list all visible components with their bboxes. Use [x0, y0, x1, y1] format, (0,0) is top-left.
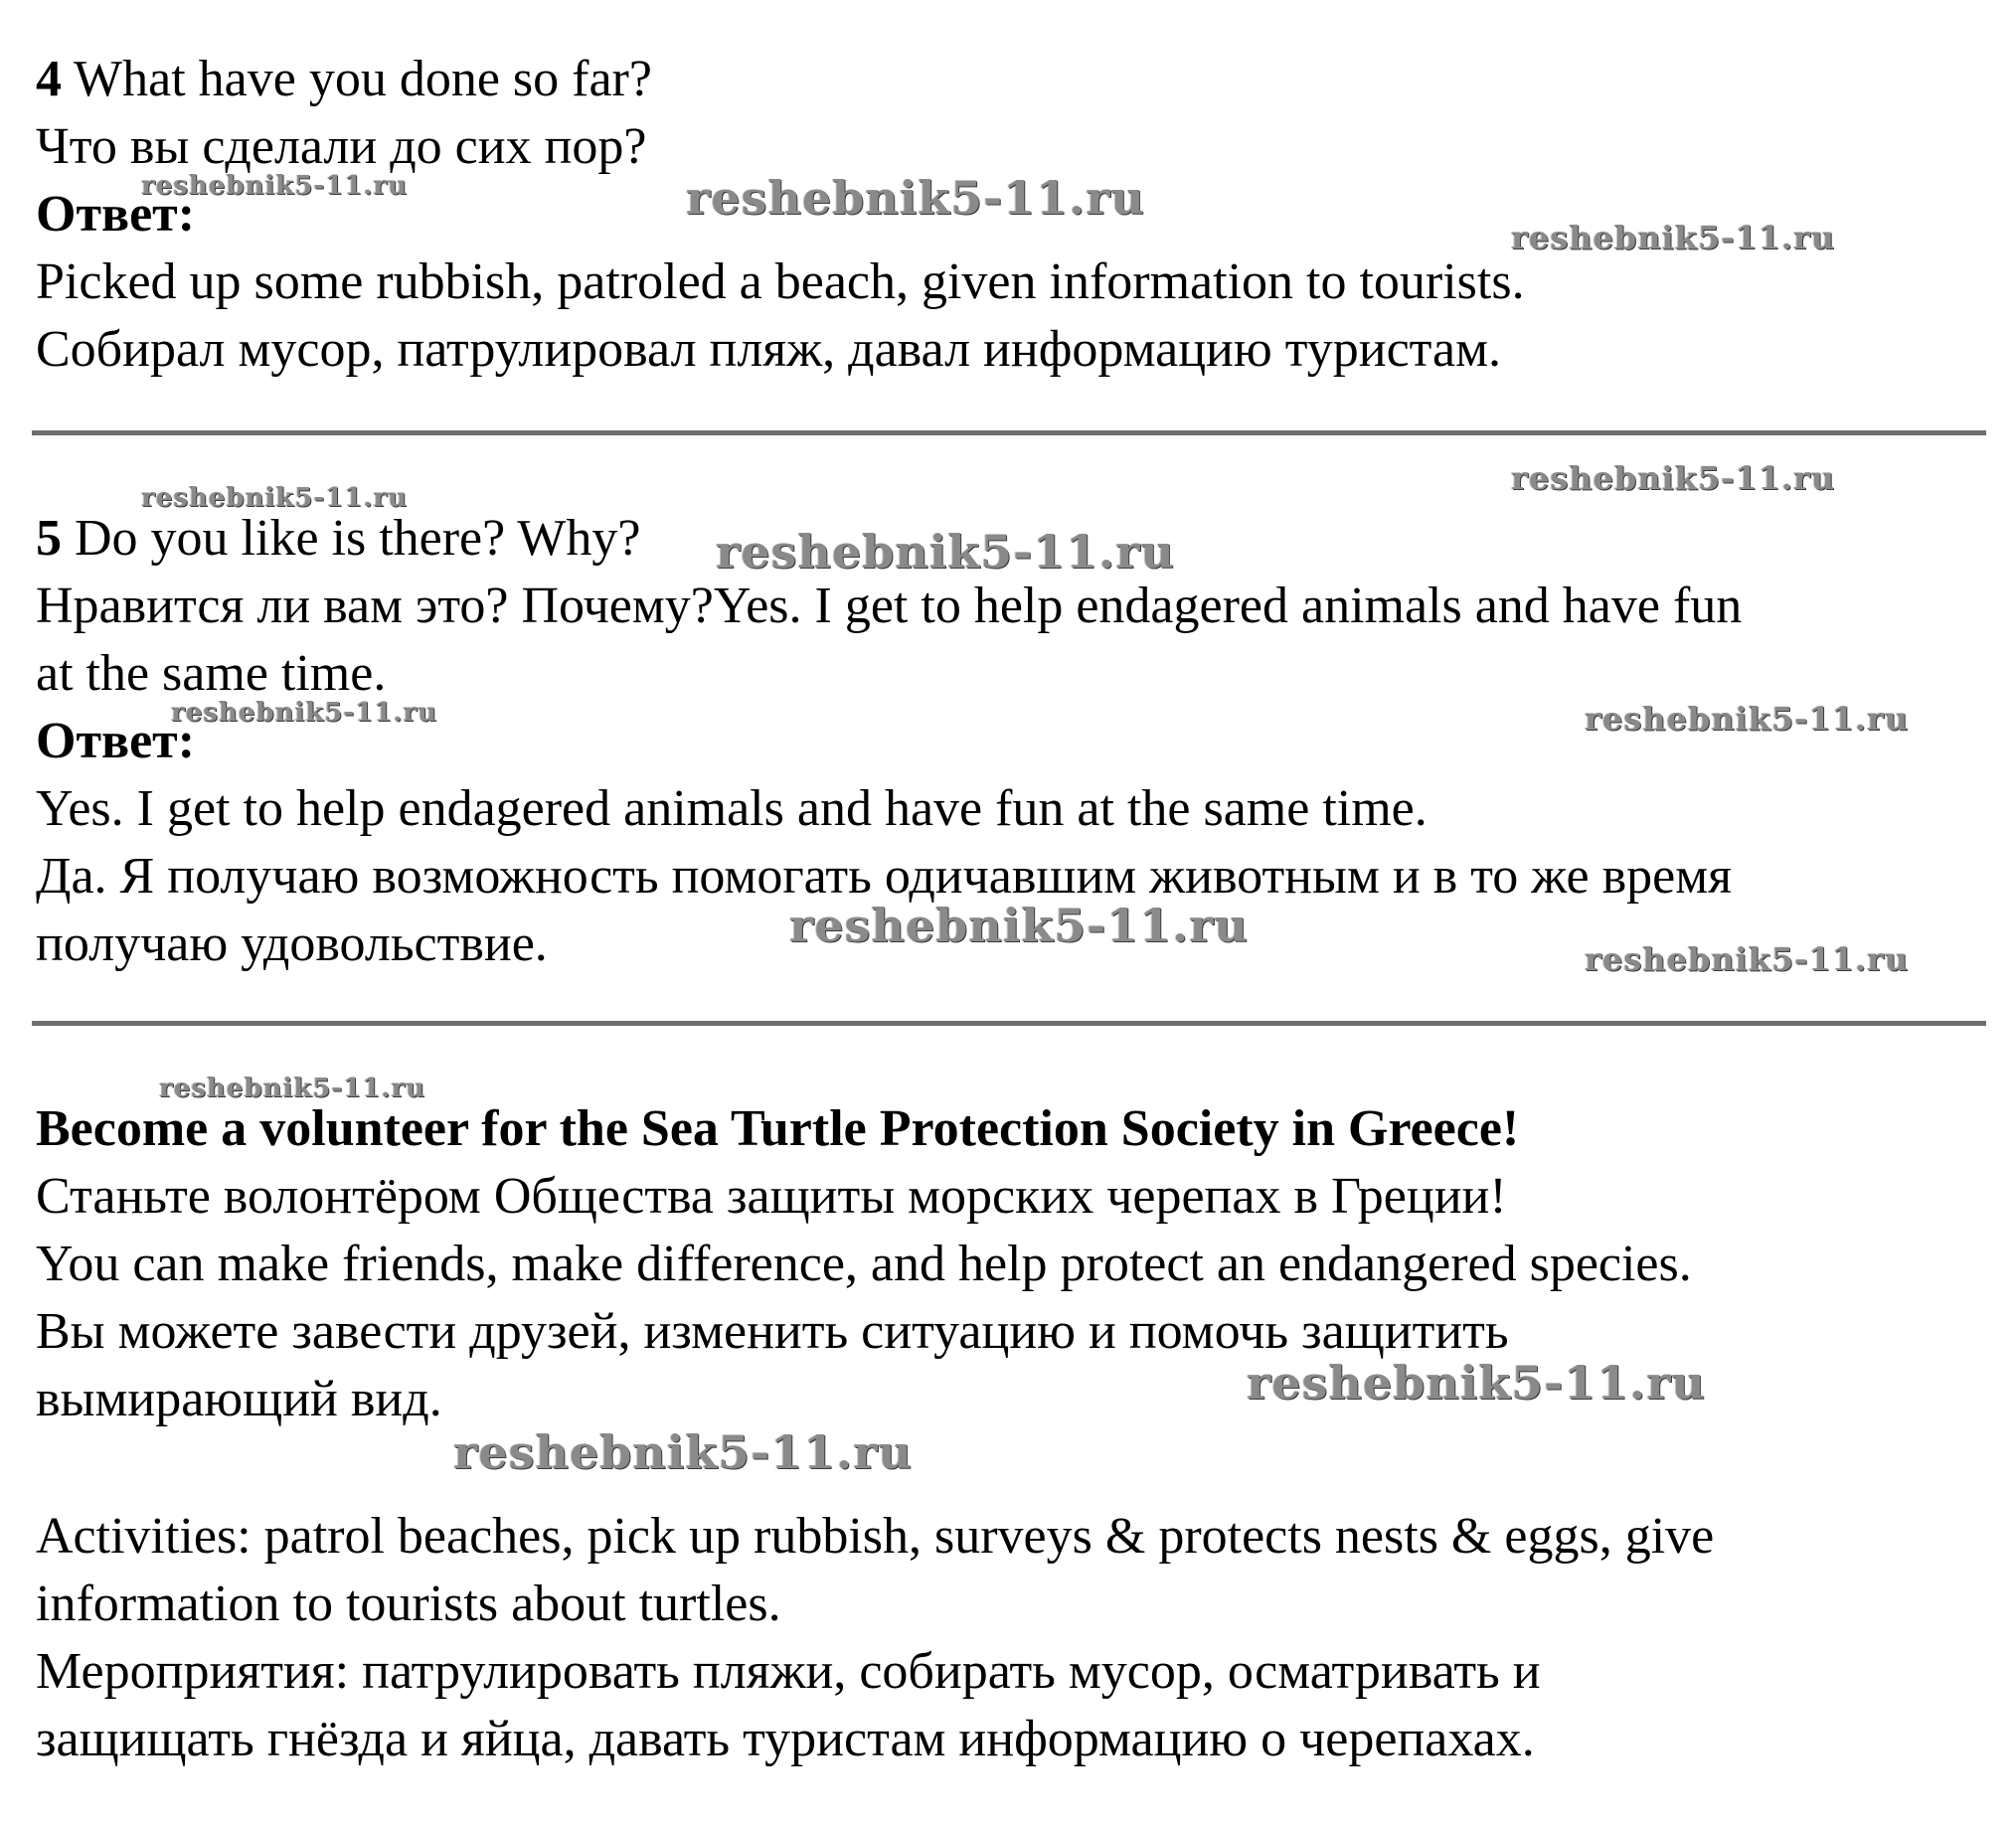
volunteer-body-ru-line2: вымирающий вид.: [36, 1371, 442, 1427]
section-divider-1: [32, 430, 1986, 435]
volunteer-body-en: You can make friends, make difference, and help protect an endangered species.: [36, 1236, 1692, 1292]
q4-question-en: [36, 46, 652, 113]
q4-number: 4: [36, 51, 62, 107]
q5-answer-ru-line1: Да. Я получаю возможность помогать одичавшим животным и в то же время: [36, 848, 1733, 905]
watermark: reshebnik5-11.ru: [716, 525, 1175, 579]
activities-ru-line1: Мероприятия: патрулировать пляжи, собирать мусор, осматривать и: [36, 1643, 1541, 1700]
q5-question-ru-line1: Нравится ли вам это? Почему?Yes. I get to help endagered animals and have fun: [36, 578, 1743, 634]
q4-answer-en: Picked up some rubbish, patroled a beach, given information to tourists.: [36, 253, 1525, 310]
watermark: reshebnik5-11.ru: [141, 483, 409, 513]
q5-answer-ru-line2: получаю удовольствие.: [36, 915, 548, 972]
q4-answer-label: Ответ:: [36, 186, 196, 243]
q5-question-en: [36, 505, 640, 573]
q5-question-ru-line2: at the same time.: [36, 645, 387, 702]
watermark: reshebnik5-11.ru: [159, 1074, 426, 1103]
volunteer-body-ru-line1: Вы можете завести друзей, изменить ситуацию и помочь защитить: [36, 1303, 1509, 1360]
q5-question-en-text: Do you like is there? Why?: [62, 510, 641, 567]
activities-en-line1: Activities: patrol beaches, pick up rubbish, surveys & protects nests & eggs, give: [36, 1508, 1715, 1565]
watermark: reshebnik5-11.ru: [1511, 459, 1836, 497]
volunteer-heading-ru: Станьте волонтёром Общества защиты морских черепах в Греции!: [36, 1168, 1507, 1225]
watermark: reshebnik5-11.ru: [141, 171, 409, 201]
watermark: reshebnik5-11.ru: [1247, 1356, 1706, 1410]
activities-ru-line2: защищать гнёзда и яйца, давать туристам информацию о черепахах.: [36, 1711, 1535, 1767]
watermark: reshebnik5-11.ru: [1585, 700, 1910, 738]
activities-en-line2: information to tourists about turtles.: [36, 1576, 781, 1632]
q4-answer-ru: Собирал мусор, патрулировал пляж, давал информацию туристам.: [36, 321, 1502, 378]
watermark: reshebnik5-11.ru: [1511, 219, 1836, 256]
watermark: reshebnik5-11.ru: [171, 698, 438, 728]
q4-question-en-text: What have you done so far?: [62, 51, 652, 107]
watermark: reshebnik5-11.ru: [1585, 940, 1910, 978]
watermark: reshebnik5-11.ru: [686, 171, 1145, 225]
q5-number: 5: [36, 510, 62, 567]
q5-answer-en: Yes. I get to help endagered animals and have fun at the same time.: [36, 780, 1428, 837]
volunteer-heading-en: Become a volunteer for the Sea Turtle Protection Society in Greece!: [36, 1100, 1520, 1157]
section-divider-2: [32, 1021, 1986, 1026]
q5-answer-label: Ответ:: [36, 713, 196, 769]
watermark: reshebnik5-11.ru: [453, 1425, 913, 1479]
watermark: reshebnik5-11.ru: [789, 899, 1249, 952]
q4-question-ru: Что вы сделали до сих пор?: [36, 118, 647, 175]
